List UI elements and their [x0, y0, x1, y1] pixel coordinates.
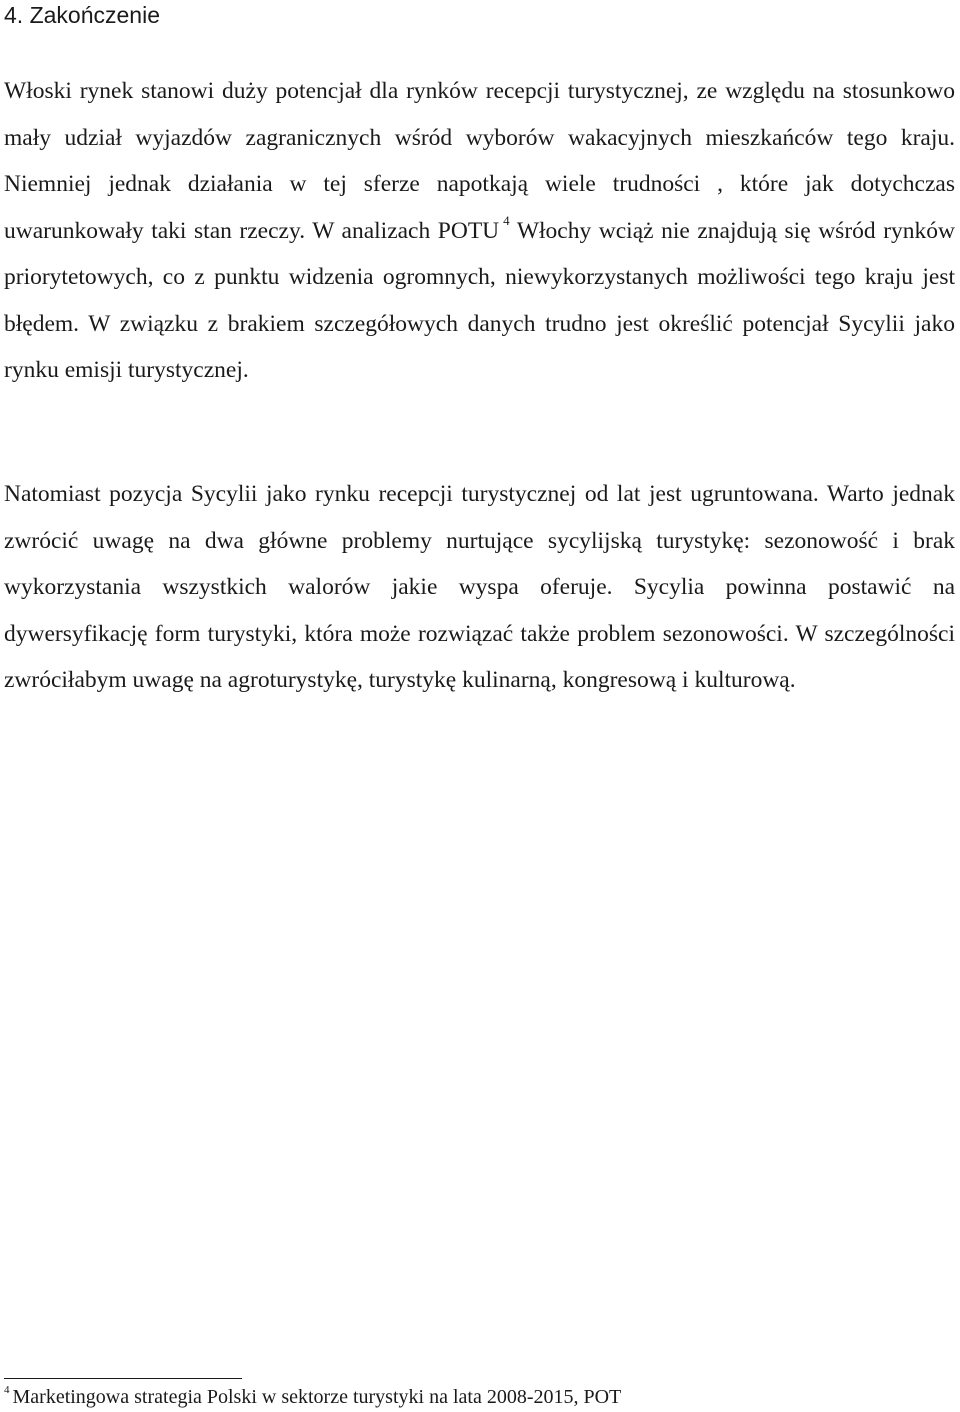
footnote [4, 1384, 621, 1410]
footnote-text: Marketingowa strategia Polski w sektorze turystyki na lata 2008-2015, POT [12, 1386, 622, 1408]
footnote-separator [4, 1378, 242, 1379]
paragraph-1 [4, 68, 955, 394]
footnote-reference: 4 [503, 212, 510, 228]
paragraph-1-text-b: Włochy wciąż nie znajdują się wśród rynków priorytetowych, co z punktu widzenia ogromnych, niewykorzystanych możliwości tego kraju jest błędem. W związku z brakiem szczegółowych danych trudno jest określić potencjał Sycylii jako rynku emisji turystycznej. [4, 217, 955, 383]
paragraph-2: Natomiast pozycja Sycylii jako rynku recepcji turystycznej od lat jest ugruntowana. Warto jednak zwrócić uwagę na dwa główne problemy nurtujące sycylijską turystykę: sezonowość i brak wykorzystania wszystkich walorów jakie wyspa oferuje. Sycylia powinna postawić na dywersyfikację form turystyki, która może rozwiązać także problem sezonowości. W szczególności zwróciłabym uwagę na agroturystykę, turystykę kulinarną, kongresową i kulturową. [4, 481, 955, 693]
footnote-number: 4 [4, 1384, 10, 1397]
paragraph-1-text-a: Włoski rynek stanowi duży potencjał dla rynków recepcji turystycznej, ze względu na stosunkowo mały udział wyjazdów zagranicznych wśród wyborów wakacyjnych mieszkańców tego kraju. Niemniej jednak działania w tej sferze napotkają wiele trudności , które jak dotychczas uwarunkowały taki stan rzeczy. W analizach POTU [4, 78, 955, 244]
section-heading: 4. Zakończenie [4, 2, 160, 28]
